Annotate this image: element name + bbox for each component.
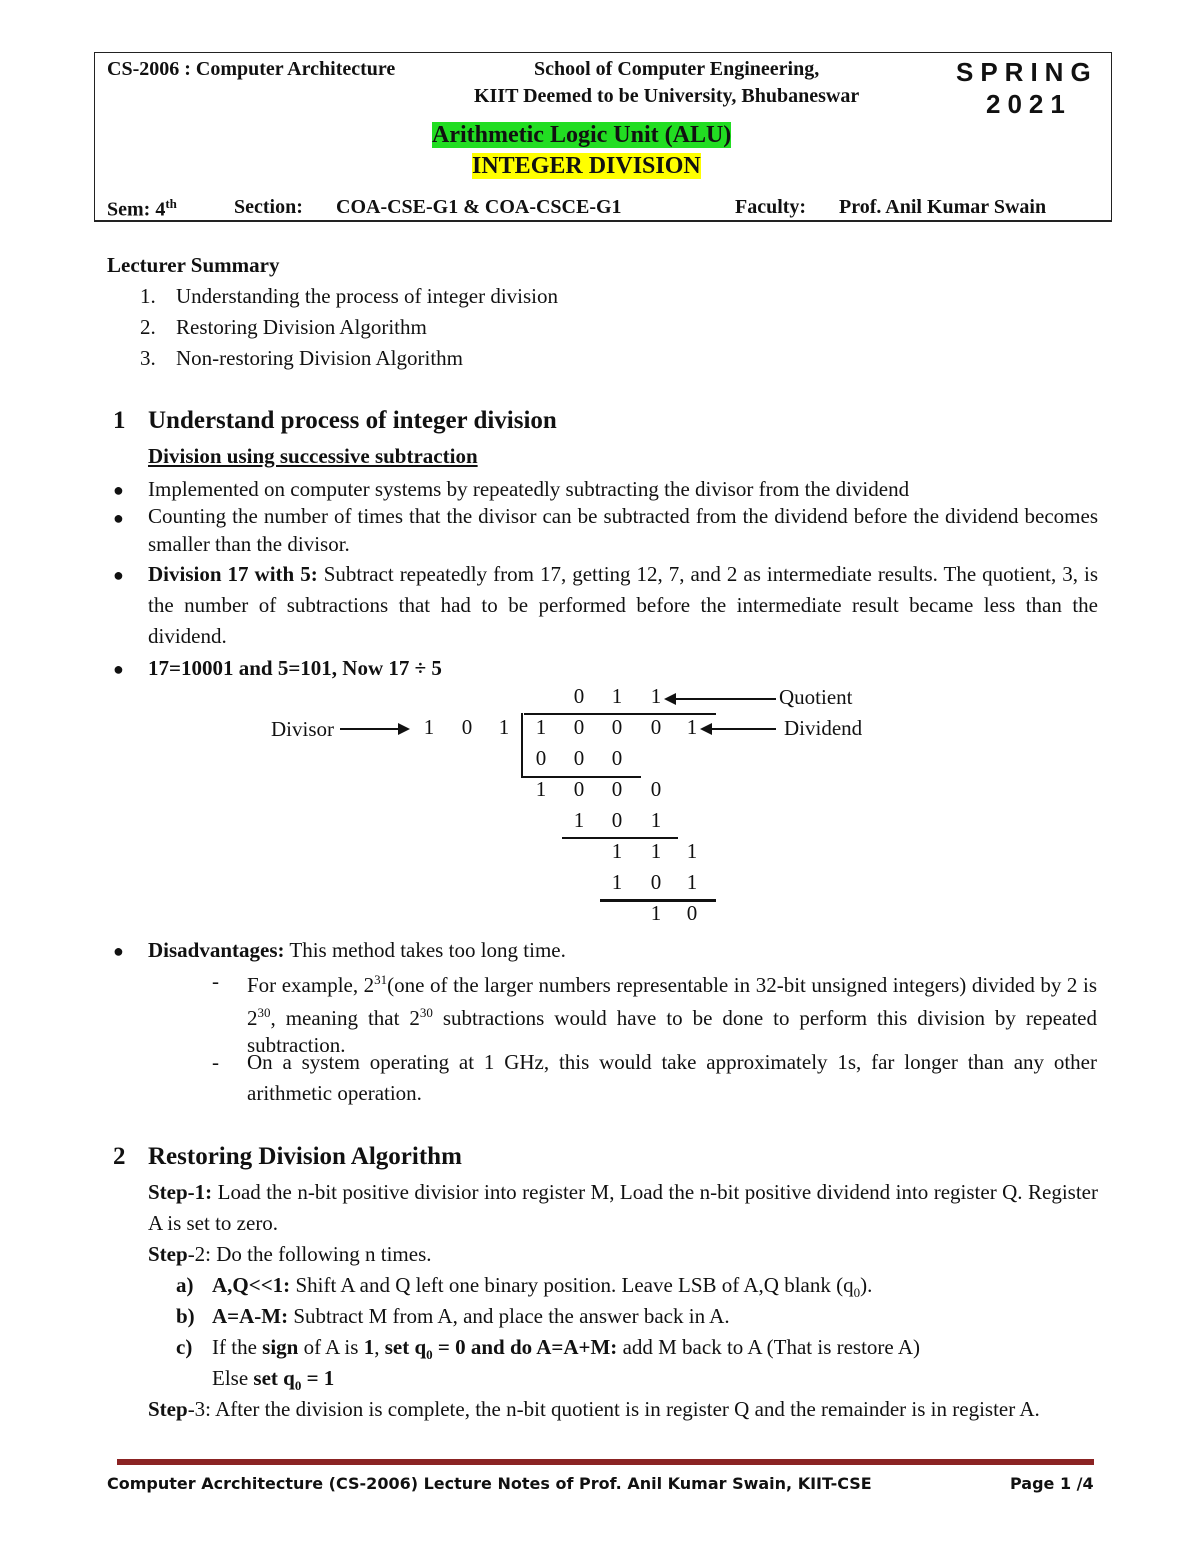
divisor-arrow-icon	[340, 722, 410, 736]
work-digit: 0	[535, 746, 547, 770]
quotient-arrow-icon	[664, 692, 776, 706]
bullet-text: Disadvantages: This method takes too long time.	[148, 938, 566, 962]
step-c-else: Else set $q_0 = 1$	[212, 1366, 335, 1394]
footer-text: Computer Acrchitecture (CS-2006) Lecture Notes of Prof. Anil Kumar Swain, KIIT-CSE	[107, 1474, 872, 1493]
step-3: Step-3: After the division is complete, the n-bit quotient is in register Q and the remainder is in register A.	[148, 1397, 1040, 1421]
work-digit: 1	[686, 870, 698, 894]
footer-rule	[117, 1459, 1094, 1465]
summary-item: Understanding the process of integer division	[176, 284, 558, 308]
dividend-digit: 1	[535, 715, 547, 739]
dividend-digit: 0	[573, 715, 585, 739]
long-division-diagram	[260, 684, 900, 930]
step-c-text: If the sign of A is 1, set $q_0 = 0$ and do A=A+M: add M back to A (That is restore A)	[212, 1335, 920, 1363]
work-digit: 0	[573, 746, 585, 770]
school-name: School of Computer Engineering,	[534, 58, 820, 80]
summary-num: 2.	[140, 315, 156, 339]
work-digit: 1	[535, 777, 547, 801]
course-title: CS-2006 : Computer Architecture	[107, 58, 396, 80]
sub-bullet-text: On a system operating at 1 GHz, this would take approximately 1s, far longer than any other arithmetic operation.	[247, 1050, 1097, 1105]
bullet-icon: ●	[113, 659, 124, 679]
dash-marker: -	[212, 1050, 219, 1074]
step-1: Step-1: Load the n-bit positive divisior into register M, Load the n-bit positive dividend into register Q. Register A is set to zero.	[148, 1180, 1098, 1235]
section-heading: Restoring Division Algorithm	[148, 1143, 462, 1170]
step-a-label: a)	[176, 1273, 194, 1297]
work-digit: 1	[611, 870, 623, 894]
subsection-heading: Division using successive subtraction	[148, 444, 478, 468]
quotient-digit: 1	[650, 684, 662, 708]
work-digit: 0	[611, 777, 623, 801]
university-name: KIIT Deemed to be University, Bhubaneswar	[474, 85, 860, 107]
faculty-label: Faculty:	[735, 196, 807, 218]
work-digit: 0	[611, 746, 623, 770]
divisor-label: Divisor	[271, 717, 334, 741]
bullet-icon: ●	[113, 941, 124, 961]
dividend-digit: 1	[686, 715, 698, 739]
bullet-icon: ●	[113, 480, 124, 500]
semester: Sem: 4th	[107, 196, 177, 221]
section-value: COA-CSE-G1 & COA-CSCE-G1	[336, 196, 622, 218]
dividend-digit: 0	[611, 715, 623, 739]
topic-title: Arithmetic Logic Unit (ALU)	[432, 122, 732, 148]
bullet-icon: ●	[113, 508, 124, 528]
summary-item: Restoring Division Algorithm	[176, 315, 427, 339]
section-number: 1	[113, 407, 126, 434]
dividend-digit: 0	[650, 715, 662, 739]
dividend-arrow-icon	[700, 722, 776, 736]
work-digit: 1	[650, 839, 662, 863]
work-digit: 1	[611, 839, 623, 863]
section-label: Section:	[234, 196, 303, 218]
term-word: SPRING	[956, 57, 1098, 87]
divisor-digit: 1	[423, 715, 435, 739]
quotient-digit: 1	[611, 684, 623, 708]
divisor-digit: 1	[498, 715, 510, 739]
quotient-label: Quotient	[779, 685, 853, 709]
subtopic-title: INTEGER DIVISION	[472, 153, 701, 179]
work-digit: 1	[573, 808, 585, 832]
step-c-label: c)	[176, 1335, 193, 1359]
section-heading: Understand process of integer division	[148, 407, 557, 434]
step-2: Step-2: Do the following n times.	[148, 1242, 432, 1266]
term-year: 2021	[986, 89, 1072, 119]
summary-title: Lecturer Summary	[107, 253, 280, 277]
remainder-digit: 1	[650, 901, 662, 925]
dividend-label: Dividend	[784, 716, 863, 740]
work-digit: 0	[650, 777, 662, 801]
summary-num: 1.	[140, 284, 156, 308]
page-number: Page 1 /4	[1010, 1474, 1094, 1493]
division-bar	[524, 713, 716, 715]
step-a-text: A,Q<<1: Shift A and Q left one binary position. Leave LSB of A,Q blank $(q_0)$.	[212, 1273, 873, 1301]
bullet-text: Implemented on computer systems by repeatedly subtracting the divisor from the dividend	[148, 477, 910, 501]
quotient-digit: 0	[573, 684, 585, 708]
work-digit: 0	[573, 777, 585, 801]
sub-bullet-text: For example, $2^{31}(one$ of the larger numbers representable in 32-bit unsigned integers) divided by 2 is $2^{30}$, meaning that $2^{30}$ subtractions would have to be done to perform this division by repeated subtraction.	[247, 972, 1097, 1057]
step-b-text: A=A-M: Subtract M from A, and place the answer back in A.	[212, 1304, 730, 1328]
work-digit: 1	[686, 839, 698, 863]
divisor-digit: 0	[461, 715, 473, 739]
work-digit: 0	[650, 870, 662, 894]
bullet-text: Counting the number of times that the divisor can be subtracted from the dividend before the dividend becomes smaller than the divisor.	[148, 504, 1098, 556]
header-divider	[94, 220, 1112, 222]
remainder-digit: 0	[686, 901, 698, 925]
dash-marker: -	[212, 969, 219, 993]
bullet-text: Division 17 with 5: Subtract repeatedly from 17, getting 12, 7, and 2 as intermediate results. The quotient, 3, is the number of subtractions that had to be performed before the intermediate result became less than the dividend.	[148, 562, 1099, 648]
work-digit: 1	[650, 808, 662, 832]
bullet-text: 17=10001 and 5=101, Now 17 ÷ 5	[148, 656, 442, 680]
section-number: 2	[113, 1143, 126, 1170]
work-digit: 0	[611, 808, 623, 832]
step-b-label: b)	[176, 1304, 195, 1328]
bullet-icon: ●	[113, 565, 124, 585]
faculty-value: Prof. Anil Kumar Swain	[839, 196, 1047, 218]
summary-item: Non-restoring Division Algorithm	[176, 346, 463, 370]
summary-num: 3.	[140, 346, 156, 370]
